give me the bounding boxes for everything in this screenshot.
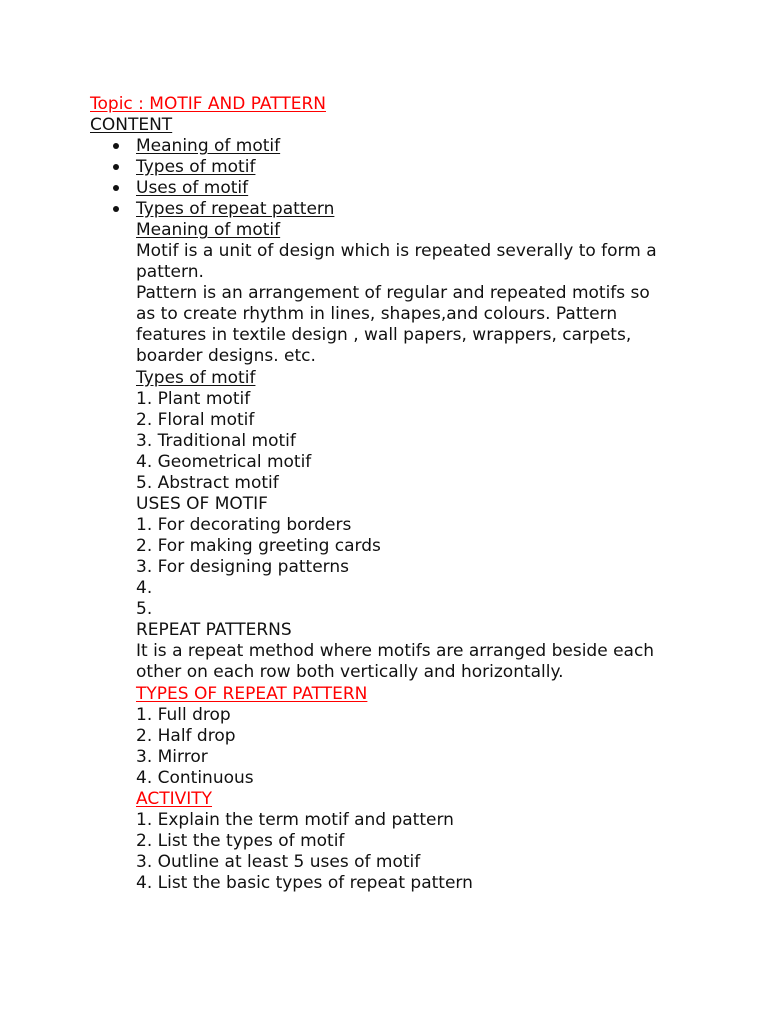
list-item: 2. For making greeting cards (136, 536, 381, 556)
bullet-dot (113, 164, 119, 170)
section-heading-types-of-repeat: TYPES OF REPEAT PATTERN (136, 684, 368, 704)
bullet-dot (113, 206, 119, 212)
content-item-repeat: Types of repeat pattern (136, 199, 335, 219)
section-heading-types-of-motif: Types of motif (136, 368, 256, 388)
list-item: 4. Continuous (136, 768, 254, 788)
list-item: 3. Mirror (136, 747, 208, 767)
list-item: 3. For designing patterns (136, 557, 349, 577)
content-item-uses: Uses of motif (136, 178, 249, 198)
list-item: 3. Outline at least 5 uses of motif (136, 852, 421, 872)
section-heading-uses-of-motif: USES OF MOTIF (136, 494, 268, 514)
list-item: 4. (136, 578, 153, 598)
section-heading-meaning: Meaning of motif (136, 220, 281, 240)
section-heading-repeat-patterns: REPEAT PATTERNS (136, 620, 292, 640)
list-item: 5. Abstract motif (136, 473, 279, 493)
paragraph-line: Motif is a unit of design which is repeated severally to form a (136, 241, 657, 261)
list-item: 1. Full drop (136, 705, 231, 725)
bullet-dot (113, 143, 119, 149)
content-item-meaning: Meaning of motif (136, 136, 281, 156)
list-item: 2. Floral motif (136, 410, 255, 430)
paragraph-line: Pattern is an arrangement of regular and repeated motifs so (136, 283, 650, 303)
paragraph-line: other on each row both vertically and horizontally. (136, 662, 564, 682)
paragraph-line: pattern. (136, 262, 204, 282)
paragraph-line: boarder designs. etc. (136, 346, 316, 366)
paragraph-line: as to create rhythm in lines, shapes,and colours. Pattern (136, 304, 618, 324)
list-item: 2. List the types of motif (136, 831, 345, 851)
list-item: 1. Plant motif (136, 389, 251, 409)
bullet-dot (113, 185, 119, 191)
content-item-types: Types of motif (136, 157, 256, 177)
section-heading-activity: ACTIVITY (136, 789, 213, 809)
paragraph-line: features in textile design , wall papers, wrappers, carpets, (136, 325, 632, 345)
paragraph-line: It is a repeat method where motifs are arranged beside each (136, 641, 655, 661)
list-item: 1. Explain the term motif and pattern (136, 810, 454, 830)
list-item: 5. (136, 599, 153, 619)
list-item: 4. List the basic types of repeat pattern (136, 873, 473, 893)
content-heading: CONTENT (90, 115, 173, 135)
list-item: 4. Geometrical motif (136, 452, 312, 472)
list-item: 3. Traditional motif (136, 431, 296, 451)
topic-title: Topic : MOTIF AND PATTERN (90, 94, 326, 114)
list-item: 2. Half drop (136, 726, 236, 746)
list-item: 1. For decorating borders (136, 515, 352, 535)
